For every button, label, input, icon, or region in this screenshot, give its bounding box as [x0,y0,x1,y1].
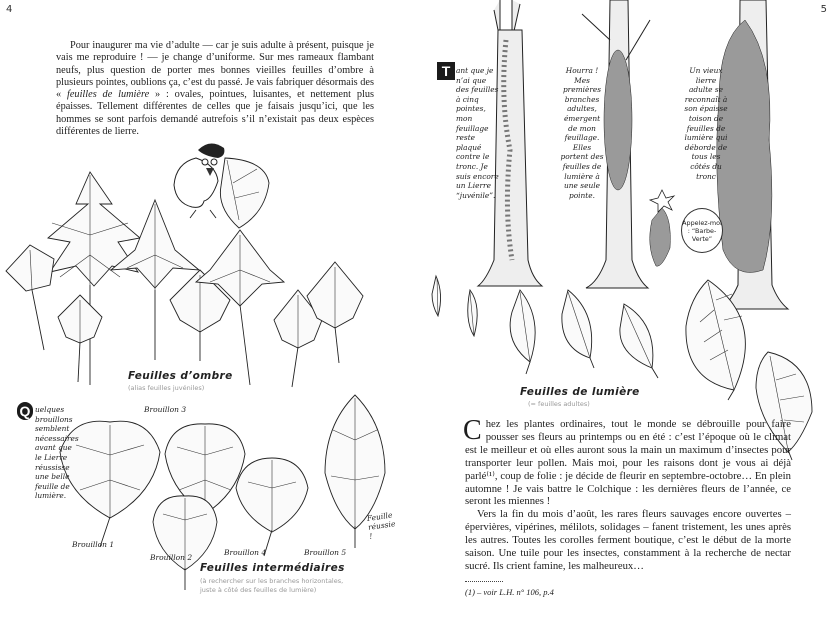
shade-leaves-caption: Feuilles d’ombre [128,370,233,382]
light-leaves-subcaption: (= feuilles adultes) [528,400,590,408]
side-note: uelques brouillons semblent nécessaires avant que le Lierre réussisse une belle feuille de lumière. [35,405,79,501]
intro-text-a: Pour inaugurer ma vie d’adulte — car je suis adulte à présent, puisque je vais me reproduire ! — je change d’uniforme. Sur mes rameaux flambant neufs, plus question de porter mes bonnes vieilles feuilles d’ombre à plusieurs pointes, oublions ça, c’est du passé. Je vais fabriquer désormais des « [56,40,374,101]
body-text [463,415,791,573]
body-paragraph-1-text: hez les plantes ordinaires, tout le monde se débrouille pour faire pousser ses fleurs au printemps ou en été : c’est l’époque où le climat est le meilleur et où elles auront sous la main un maximum d’insectes pour transporter leur pollen. Mais moi, pour les raisons dont je vous ai déjà parlé⁽¹⁾, coup de folie : je décide de fleurir en septembre-octobre… En plein automne ! Je vais battre le Colchique : les dernières fleurs de l’année, ce seront les miennes ! [465,418,791,508]
footnote-rule [465,581,503,582]
side-note-dropcap: Q [17,402,33,420]
light-leaf [620,304,658,378]
light-leaf [510,290,535,374]
comic-panel-1-text: ant que je n’ai que des feuilles à cinq pointes, mon feuillage reste plaqué contre le tronc. Je suis encore un Lierre “juvénile”. [456,66,499,200]
draft-label-1: Brouillon 1 [72,540,115,549]
body-paragraph-1 [463,415,791,508]
speech-balloon: Appelez-moi : “Barbe-Verte” [681,208,723,253]
intermediate-subcaption-2: juste à côté des feuilles de lumière) [200,586,317,594]
intro-text-b: » : ovales, pointues, luisantes, et nettement plus épaisses. Tellement différentes de celles que je faisais jusqu’ici, que les hommes se sont parfois demandé autrefois s’il n’existait pas deux espèces différentes de lierre. [56,89,374,138]
light-leaves-caption: Feuilles de lumière [520,386,640,398]
page-number-left: 4 [6,4,13,15]
intermediate-subcaption-1: (à rechercher sur les branches horizontales, [200,577,344,585]
success-label: Feuille réussie ! [366,510,396,541]
page-number-right: 5 [820,4,827,15]
comic-panel-2-text: Hourra ! Mes premières branches adultes, émergent de mon feuillage. Elles portent des feuilles de lumière à une seule pointe. [560,66,604,200]
body-dropcap: C [463,415,482,446]
ivy-mascot-icon [650,190,674,266]
comic-dropcap: T [437,62,455,80]
intro-emphasis: feuilles de lumière [66,89,150,101]
light-leaf [562,290,594,368]
shade-leaves-subcaption: (alias feuilles juvéniles) [128,384,205,392]
comic-panel-3-text: Un vieux lierre adulte se reconnaît à son épaisse toison de feuilles de lumière qui déborde de tous les côtés du tronc [684,66,728,181]
draft-label-3: Brouillon 3 [144,405,187,414]
draft-label-5: Brouillon 5 [304,548,347,557]
intermediate-caption: Feuilles intermédiaires [200,562,345,574]
draft-label-4: Brouillon 4 [224,548,267,557]
footnote: (1) – voir L.H. n° 106, p.4 [465,587,554,597]
light-leaf [468,290,477,336]
draft-label-2: Brouillon 2 [150,553,193,562]
body-paragraph-2: Vers la fin du mois d’août, les rares fleurs sauvages encore ouvertes – épervières, vipérines, mélilots, solidages – fanent tristement, les unes après les autres. Toutes les corolles ferment boutique, c’est le début de la morte saison. Une tuile pour les insectes, constamment à la recherche de nectar sucré. Ils crient famine, les malheureux… [465,508,791,572]
light-leaf [432,276,441,316]
